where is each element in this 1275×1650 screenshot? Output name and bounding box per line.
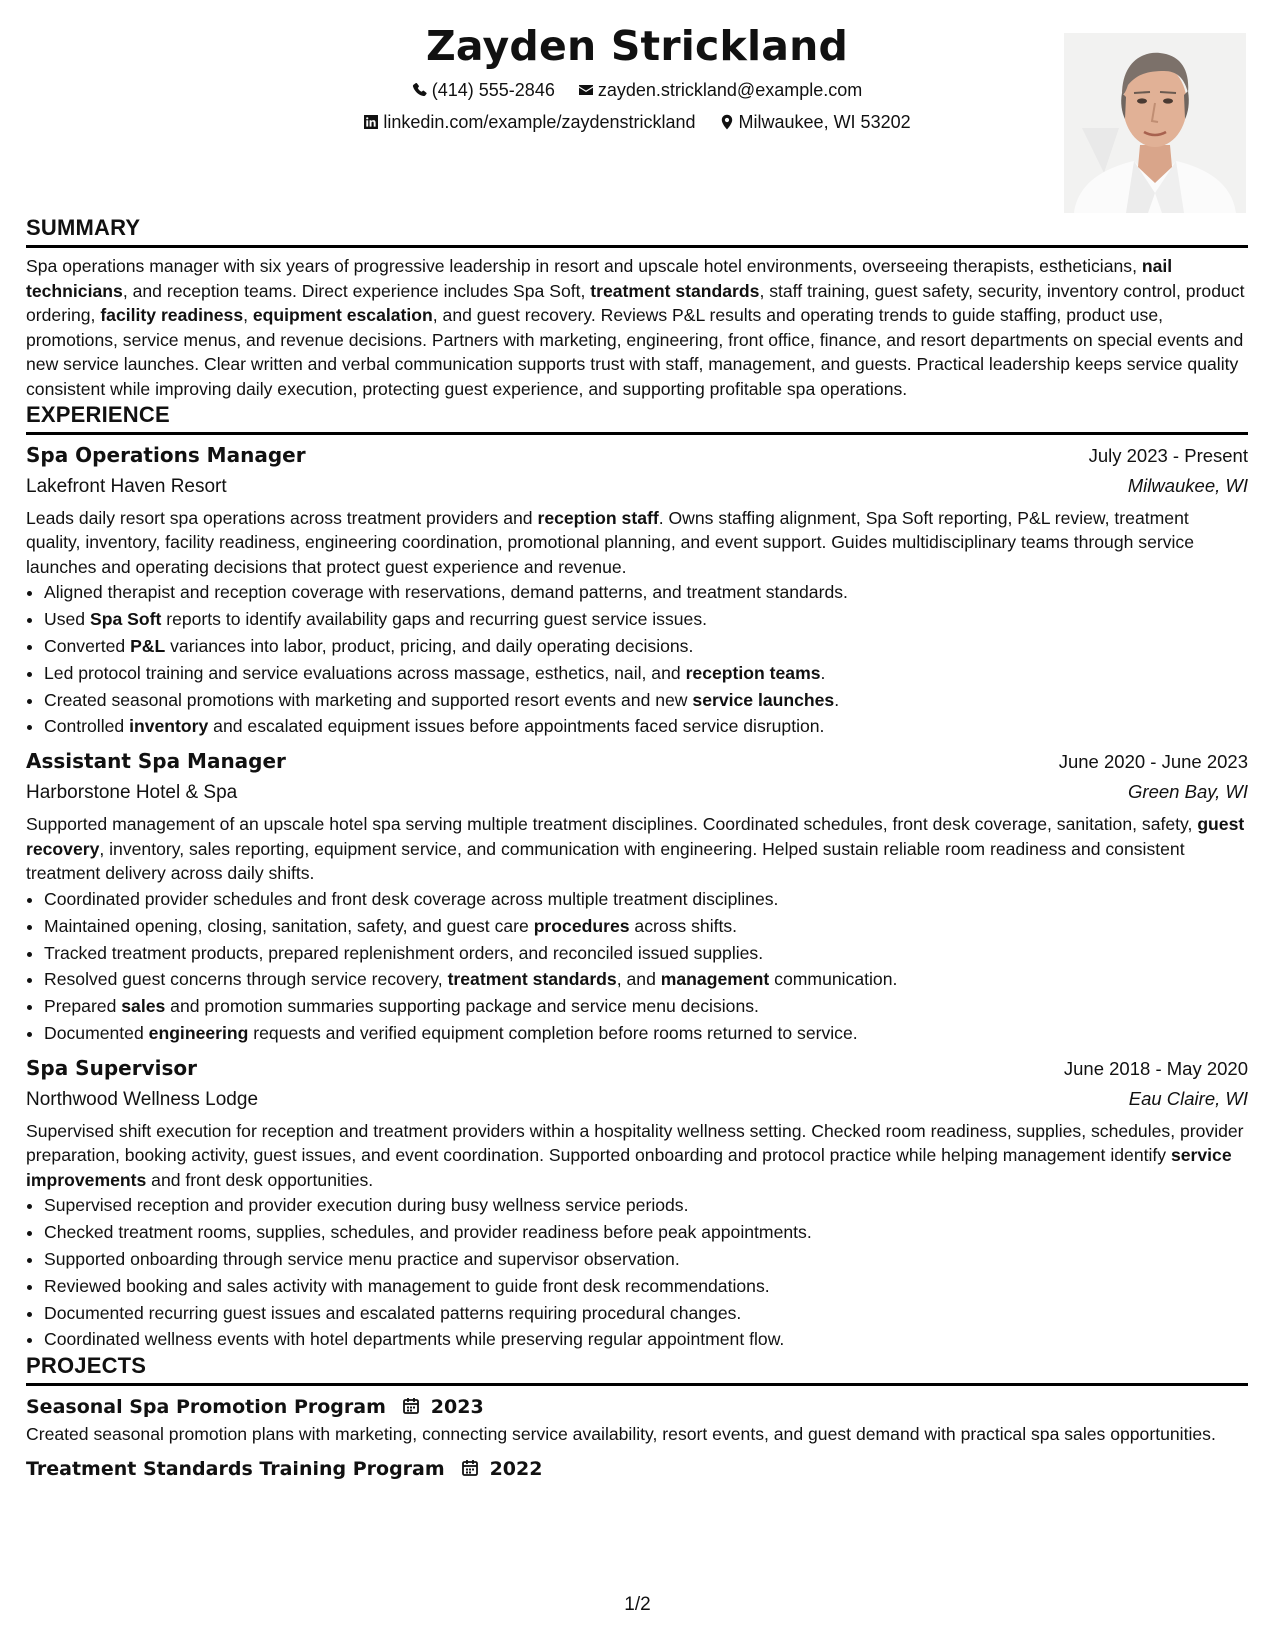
project-year: 2022 <box>489 1457 543 1480</box>
job-location: Eau Claire, WI <box>1128 1087 1248 1109</box>
job-bullets <box>26 579 1248 740</box>
job-company: Lakefront Haven Resort <box>26 475 227 497</box>
job-title: Spa Supervisor <box>26 1055 197 1080</box>
phone-icon <box>412 82 428 98</box>
list-item: • Resolved guest concerns through service recovery, treatment standards, and management communication. <box>44 966 1248 993</box>
location-text: Milwaukee, WI 53202 <box>738 112 911 132</box>
email-contact[interactable] <box>578 80 862 101</box>
projects-heading: PROJECTS <box>26 1353 1248 1386</box>
list-item: • Converted P&L variances into labor, product, pricing, and daily operating decisions. <box>44 633 1248 660</box>
page-number: 1/2 <box>624 1594 651 1615</box>
job-description: Leads daily resort spa operations across treatment providers and reception staff. Owns staffing alignment, Spa Soft reporting, P&L review, treatment quality, inventory, facility readiness, engineering coordination, promotional planning, and event support. Guides multidisciplinary teams through service launches and operating decisions that protect guest experience and revenue. <box>26 507 1195 577</box>
linkedin-icon <box>363 114 379 130</box>
job-dates: June 2020 - June 2023 <box>1058 751 1248 773</box>
job-company: Northwood Wellness Lodge <box>26 1088 259 1110</box>
job-bullets <box>26 1192 1248 1353</box>
location-contact <box>719 112 911 133</box>
list-item: • Documented engineering requests and verified equipment completion before rooms returned to service. <box>44 1020 1248 1047</box>
list-item: • Created seasonal promotions with marketing and supported resort events and new service launches. <box>44 687 1248 714</box>
job-title: Assistant Spa Manager <box>26 749 286 774</box>
job-location: Milwaukee, WI <box>1127 474 1248 496</box>
project-title: Seasonal Spa Promotion Program <box>26 1396 386 1419</box>
summary-heading: SUMMARY <box>26 215 1248 248</box>
list-item: • Checked treatment rooms, supplies, schedules, and provider readiness before peak appointments. <box>44 1219 1248 1246</box>
project-description: Created seasonal promotion plans with marketing, connecting service availability, resort events, and guest demand with practical spa sales opportunities. <box>26 1424 1216 1445</box>
portrait-illustration <box>1064 33 1246 213</box>
map-pin-icon <box>719 114 735 130</box>
phone-text: (414) 555-2846 <box>431 80 555 100</box>
list-item: • Coordinated wellness events with hotel departments while preserving regular appointment flow. <box>44 1326 1248 1353</box>
list-item: • Aligned therapist and reception coverage with reservations, demand patterns, and treatment standards. <box>44 579 1248 606</box>
email-text: zayden.strickland@example.com <box>597 80 863 100</box>
list-item: • Coordinated provider schedules and front desk coverage across multiple treatment disciplines. <box>44 886 1248 913</box>
resume-header <box>26 0 1248 215</box>
job-entry <box>26 749 1248 1047</box>
job-dates: July 2023 - Present <box>1088 444 1248 466</box>
project-year: 2023 <box>430 1396 484 1419</box>
job-title: Spa Operations Manager <box>26 442 306 467</box>
list-item: • Used Spa Soft reports to identify availability gaps and recurring guest service issues. <box>44 606 1248 633</box>
job-bullets <box>26 886 1248 1047</box>
envelope-icon <box>578 82 594 98</box>
job-description: Supported management of an upscale hotel spa serving multiple treatment disciplines. Coordinated schedules, front desk coverage, sanitation, safety, guest recovery, inventory, sales reporting, equipment service, and communication with engineering. Helped sustain reliable room readiness and consistent treatment delivery across daily shifts. <box>26 814 1245 884</box>
list-item: • Maintained opening, closing, sanitation, safety, and guest care procedures across shifts. <box>44 913 1248 940</box>
linkedin-text: linkedin.com/example/zaydenstrickland <box>383 112 696 132</box>
list-item: • Tracked treatment products, prepared replenishment orders, and reconciled issued supplies. <box>44 940 1248 967</box>
job-location: Green Bay, WI <box>1128 781 1248 803</box>
list-item: • Controlled inventory and escalated equipment issues before appointments faced service disruption. <box>44 713 1248 740</box>
project-entry <box>26 1396 1248 1447</box>
list-item: • Reviewed booking and sales activity with management to guide front desk recommendations. <box>44 1273 1248 1300</box>
calendar-icon <box>461 1459 479 1477</box>
project-title: Treatment Standards Training Program <box>26 1457 445 1480</box>
list-item: • Supervised reception and provider execution during busy wellness service periods. <box>44 1192 1248 1219</box>
job-entry <box>26 1056 1248 1354</box>
project-entry <box>26 1458 1248 1480</box>
resume-page <box>26 0 1248 1480</box>
calendar-icon <box>402 1397 420 1415</box>
candidate-name: Zayden Strickland <box>425 22 849 70</box>
phone-contact[interactable] <box>412 80 555 101</box>
linkedin-contact[interactable] <box>363 112 695 133</box>
list-item: • Supported onboarding through service menu practice and supervisor observation. <box>44 1246 1248 1273</box>
job-description: Supervised shift execution for reception and treatment providers within a hospitality wellness setting. Checked room readiness, supplies, schedules, provider preparation, booking activity, guest issues, and event coordination. Supported onboarding and protocol practice while helping management identify service improvements and front desk opportunities. <box>26 1120 1244 1190</box>
job-entry <box>26 443 1248 741</box>
summary-text: Spa operations manager with six years of progressive leadership in resort and upscale hotel environments, overseeing therapists, estheticians, nail technicians, and reception teams. Direct experience includes Spa Soft, treatment standards, staff training, guest safety, security, inventory control, product ordering, facility readiness, equipment escalation, and guest recovery. Reviews P&L results and operating trends to guide staffing, product use, promotions, service menus, and revenue decisions. Partners with marketing, engineering, front office, finance, and resort departments on special events and new service launches. Clear written and verbal communication supports trust with staff, management, and guests. Practical leadership keeps service quality consistent while improving daily execution, protecting guest experience, and supporting profitable spa operations. <box>26 256 1245 399</box>
experience-heading: EXPERIENCE <box>26 402 1248 435</box>
list-item: • Led protocol training and service evaluations across massage, esthetics, nail, and reception teams. <box>44 660 1248 687</box>
job-dates: June 2018 - May 2020 <box>1063 1057 1248 1079</box>
job-company: Harborstone Hotel & Spa <box>26 782 238 804</box>
list-item: • Documented recurring guest issues and escalated patterns requiring procedural changes. <box>44 1300 1248 1327</box>
list-item: • Prepared sales and promotion summaries supporting package and service menu decisions. <box>44 993 1248 1020</box>
profile-photo <box>1064 33 1246 213</box>
